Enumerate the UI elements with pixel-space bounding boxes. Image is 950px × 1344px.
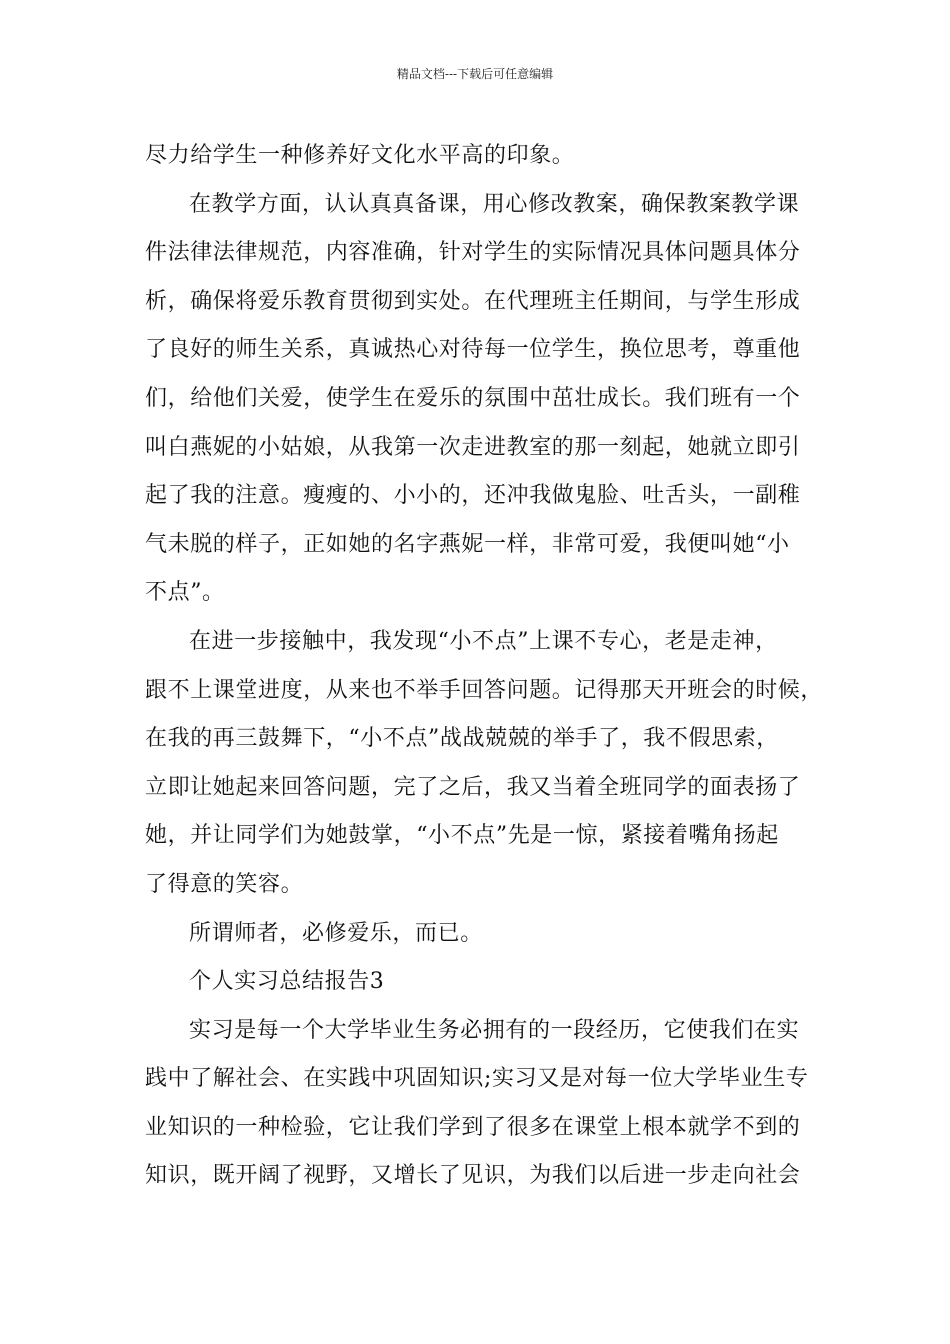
page-header: 精品文档---下载后可任意编辑: [396, 67, 554, 81]
body-text: [145, 132, 825, 1201]
text-line: 她，并让同学们为她鼓掌，“小不点”先是一惊，紧接着嘴角扬起: [145, 823, 779, 849]
text-line: 实习是每一个大学毕业生务必拥有的一段经历，它使我们在实: [189, 1017, 800, 1043]
text-line: 们，给他们关爱，使学生在爱乐的氛围中茁壮成长。我们班有一个: [145, 385, 801, 411]
text-line: 叫白燕妮的小姑娘，从我第一次走进教室的那一刻起，她就立即引: [145, 434, 801, 460]
text-line: 了得意的笑容。: [145, 871, 304, 897]
text-line: 在我的再三鼓舞下，“小不点”战战兢兢的举手了，我不假思索，: [145, 726, 779, 752]
text-line: 析，确保将爱乐教育贯彻到实处。在代理班主任期间，与学生形成: [145, 288, 801, 314]
text-line: 立即让她起来回答问题，完了之后，我又当着全班同学的面表扬了: [145, 774, 801, 800]
section-heading: 个人实习总结报告3: [189, 969, 385, 995]
text-line: 在进一步接触中，我发现“小不点”上课不专心，老是走神，: [189, 628, 778, 654]
text-line: 践中了解社会、在实践中巩固知识;实习又是对每一位大学毕业生专: [145, 1066, 809, 1092]
text-line: 在教学方面，认认真真备课，用心修改教案，确保教案教学课: [189, 191, 800, 217]
text-line: 件法律法律规范，内容准确，针对学生的实际情况具体问题具体分: [145, 240, 801, 266]
text-line: 跟不上课堂进度，从来也不举手回答问题。记得那天开班会的时候，: [145, 677, 824, 703]
text-line: 不点”。: [145, 580, 225, 606]
text-line: 起了我的注意。瘦瘦的、小小的，还冲我做鬼脸、吐舌头，一副稚: [145, 483, 801, 509]
text-line: 气未脱的样子，正如她的名字燕妮一样，非常可爱，我便叫她“小: [145, 531, 790, 557]
text-line: 业知识的一种检验，它让我们学到了很多在课堂上根本就学不到的: [145, 1114, 801, 1140]
text-line: 所谓师者，必修爱乐，而已。: [189, 920, 483, 946]
text-line: 尽力给学生一种修养好文化水平高的印象。: [145, 143, 575, 168]
text-line: 了良好的师生关系，真诚热心对待每一位学生，换位思考，尊重他: [145, 337, 801, 363]
text-line: 知识，既开阔了视野，又增长了见识，为我们以后进一步走向社会: [145, 1163, 801, 1189]
